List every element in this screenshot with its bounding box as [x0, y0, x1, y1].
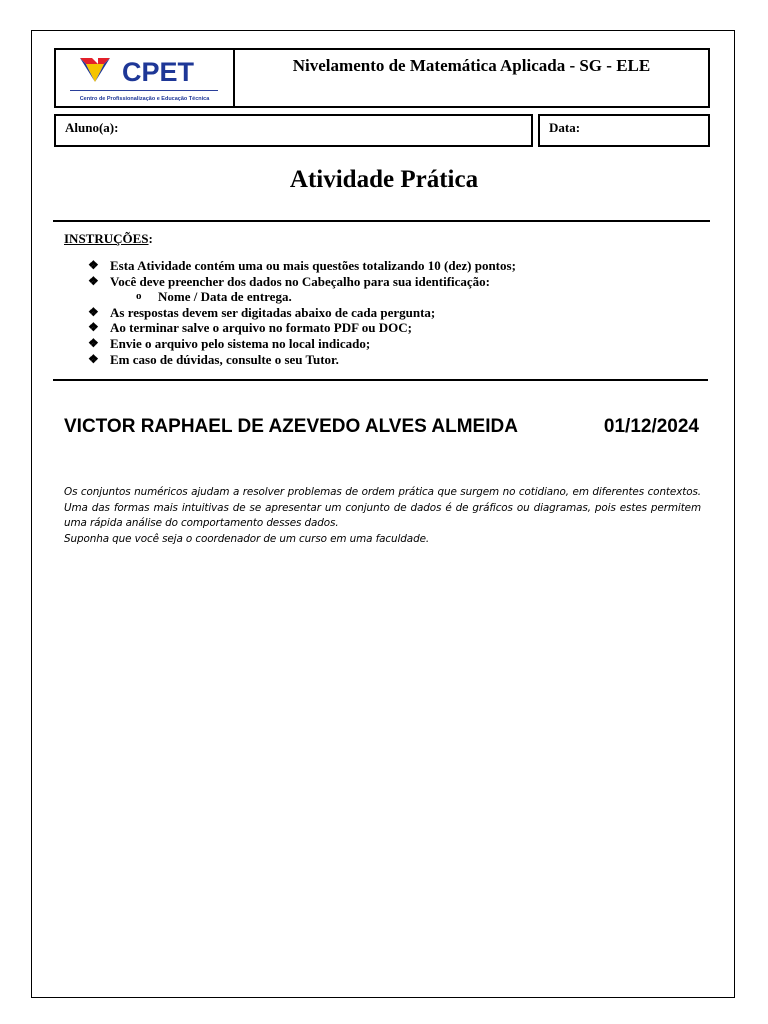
student-name: VICTOR RAPHAEL DE AZEVEDO ALVES ALMEIDA — [64, 416, 518, 437]
instructions-list — [88, 258, 516, 367]
diamond-bullet-icon: ❖ — [88, 320, 99, 335]
list-item — [88, 352, 516, 368]
divider-bottom — [53, 379, 708, 381]
logo-text: CPET — [122, 57, 195, 87]
aluno-field — [54, 114, 533, 147]
diamond-bullet-icon: ❖ — [88, 351, 99, 366]
diamond-bullet-icon: ❖ — [88, 273, 99, 288]
logo-tagline: Centro de Profissionalização e Educação Técnica — [79, 96, 210, 102]
instructions-heading-text: INSTRUÇÕES — [64, 231, 149, 246]
list-item-text: Esta Atividade contém uma ou mais questões totalizando 10 (dez) pontos; — [110, 258, 516, 273]
divider-top — [53, 220, 710, 222]
list-item — [88, 274, 516, 290]
logo-divider — [70, 90, 218, 91]
aluno-label: Aluno(a): — [65, 120, 119, 135]
data-label: Data: — [549, 120, 581, 135]
instructions-heading — [64, 231, 153, 247]
list-item-text: As respostas devem ser digitadas abaixo de cada pergunta; — [110, 304, 436, 320]
paragraph: Os conjuntos numéricos ajudam a resolver problemas de ordem prática que surgem no cotidiano, em diferentes contextos. Uma das formas mais intuitivas de se apresentar um conjunto de dados é de gráficos ou diagramas, pois estes permitem uma rápida análise do comportamento desses dados. — [64, 486, 701, 529]
list-item — [88, 305, 516, 321]
list-item-text: Ao terminar salve o arquivo no formato PDF ou DOC; — [110, 320, 412, 336]
student-date: 01/12/2024 — [603, 416, 699, 437]
diamond-bullet-icon: ❖ — [88, 258, 99, 272]
diamond-bullet-icon: ❖ — [88, 335, 99, 350]
list-item — [88, 320, 516, 336]
diamond-bullet-icon: ❖ — [88, 304, 99, 319]
body-text — [64, 485, 701, 547]
paragraph: Suponha que você seja o coordenador de um curso em uma faculdade. — [64, 532, 430, 545]
list-item-text: Nome / Data de entrega. — [158, 289, 292, 305]
list-item-text: Você deve preencher dos dados no Cabeçalho para sua identificação: — [110, 273, 491, 289]
data-field — [538, 114, 710, 147]
cpet-logo-icon — [78, 54, 210, 88]
activity-title: Atividade Prática — [289, 166, 479, 193]
course-title: Nivelamento de Matemática Aplicada - SG - ELE — [233, 48, 710, 108]
list-item — [88, 336, 516, 352]
list-item-text: Envie o arquivo pelo sistema no local indicado; — [110, 335, 371, 351]
student-info — [64, 416, 699, 438]
instructions-heading-colon: : — [148, 231, 153, 246]
list-item — [88, 258, 516, 274]
list-item-text: Em caso de dúvidas, consulte o seu Tutor. — [110, 351, 339, 367]
circle-bullet-icon: o — [136, 290, 142, 303]
logo-cell — [54, 48, 235, 108]
list-item — [88, 289, 516, 305]
